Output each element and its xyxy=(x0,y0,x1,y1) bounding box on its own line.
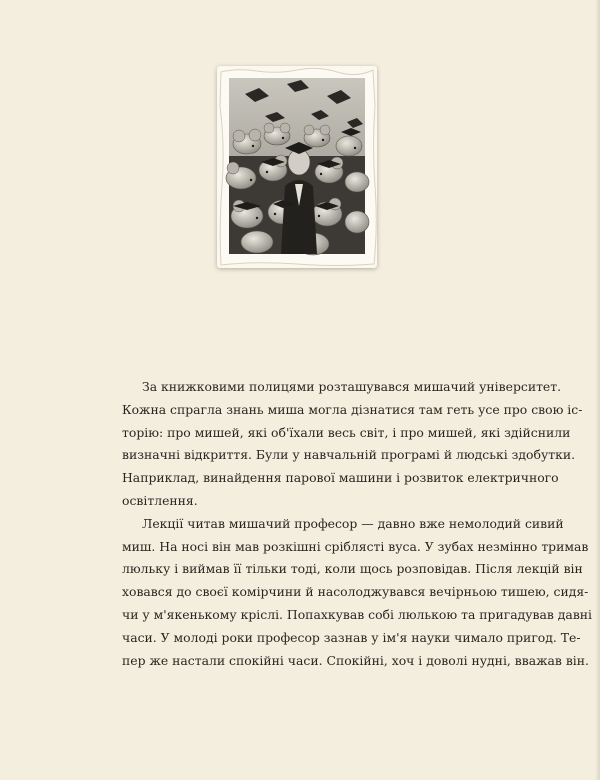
text-line: Лекції читав мишачий професор — давно вже немолодий сивий xyxy=(142,515,564,531)
text-line: чи у м'якенькому кріслі. Попахкував собі люлькою та пригадував давні xyxy=(122,606,593,622)
body-text xyxy=(122,376,593,672)
text-line: визначні відкриття. Були у навчальній програмі й людські здобутки. xyxy=(122,447,576,463)
page-edge-shadow xyxy=(595,0,600,780)
text-line: За книжковими полицями розташувався мишачий університет. xyxy=(142,379,562,394)
text-line: Кожна спрагла знань миша могла дізнатися там геть усе про свою іс- xyxy=(122,401,583,417)
text-line: ховався до своєї комірчини й насолоджувався вечірньою тишею, сидя- xyxy=(122,584,589,600)
text-line: люльку і виймав її тільки тоді, коли щось розповідав. Після лекцій він xyxy=(122,561,583,577)
paragraph-1 xyxy=(122,376,583,513)
text-line: миш. На носі він мав розкішні сріблясті вуса. У зубах незмінно тримав xyxy=(122,538,589,554)
paragraph-2 xyxy=(122,513,593,673)
text-line: освітлення. xyxy=(122,492,198,508)
illustration-photo xyxy=(217,66,377,268)
text-line: часи. У молоді роки професор зазнав у ім'я науки чимало пригод. Те- xyxy=(122,629,581,645)
text-line: торію: про мишей, які об'їхали весь світ, і про мишей, які здійснили xyxy=(122,424,571,440)
text-line: Наприклад, винайдення парової машини і розвиток електричного xyxy=(122,470,559,486)
text-line: пер же настали спокійні часи. Спокійні, хоч і доволі нудні, вважав він. xyxy=(122,652,589,668)
graduating-mice-illustration-icon xyxy=(217,66,377,268)
